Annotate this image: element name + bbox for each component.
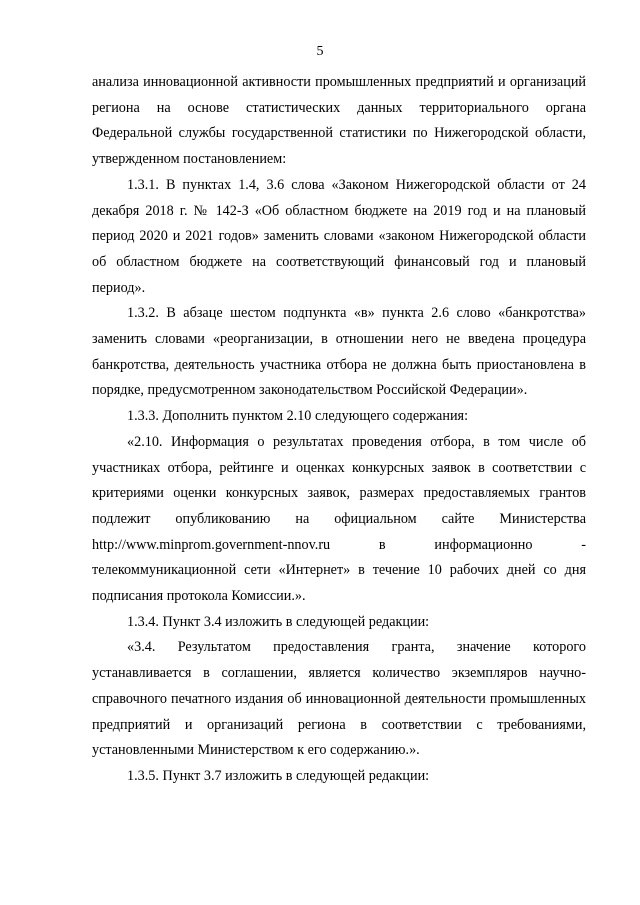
paragraph-1-3-5: 1.3.5. Пункт 3.7 изложить в следующей редакции: bbox=[127, 767, 430, 784]
paragraph-3-4: «3.4. Результатом предоставления гранта, значение которого устанавливается в соглашении, является количество экземпляров научно-справочного печатного издания об инновационной деятельности промышленных предприятий и организаций региона в соответствии с требованиями, установленными Министерством к его содержанию.». bbox=[92, 639, 586, 759]
page-number: 5 bbox=[316, 44, 324, 59]
paragraph-2-10: «2.10. Информация о результатах проведения отбора, в том числе об участниках отбора, рейтинге и оценках конкурсных заявок в соответствии с критериями оценки конкурсных заявок, размерах предоставляемых грантов подлежит опубликованию на официальном сайте Министерства http://www.minprom.government-nnov.ru в информационно - телекоммуникационной сети «Интернет» в течение 10 рабочих дней со дня подписания протокола Комиссии.». bbox=[92, 433, 586, 605]
paragraph-1-3-3: 1.3.3. Дополнить пунктом 2.10 следующего содержания: bbox=[127, 408, 469, 425]
paragraph-1-3-4: 1.3.4. Пункт 3.4 изложить в следующей редакции: bbox=[127, 613, 430, 630]
paragraph-1-3-1: 1.3.1. В пунктах 1.4, 3.6 слова «Законом Нижегородской области от 24 декабря 2018 г. № 142-З «Об областном бюджете на 2019 год и на плановый период 2020 и 2021 годов» заменить словами «законом Нижегородской области об областном бюджете на соответствующий финансовый год и плановый период». bbox=[92, 176, 586, 296]
document-body bbox=[92, 70, 586, 790]
paragraph-1-3-2: 1.3.2. В абзаце шестом подпункта «в» пункта 2.6 слово «банкротства» заменить словами «реорганизации, в отношении него не введена процедура банкротства, деятельность участника отбора не должна быть приостановлена в порядке, предусмотренном законодательством Российской Федерации». bbox=[92, 305, 586, 399]
paragraph-continuation: анализа инновационной активности промышленных предприятий и организаций региона на основе статистических данных территориального органа Федеральной службы государственной статистики по Нижегородской области, утвержденном постановлением: bbox=[92, 74, 586, 168]
